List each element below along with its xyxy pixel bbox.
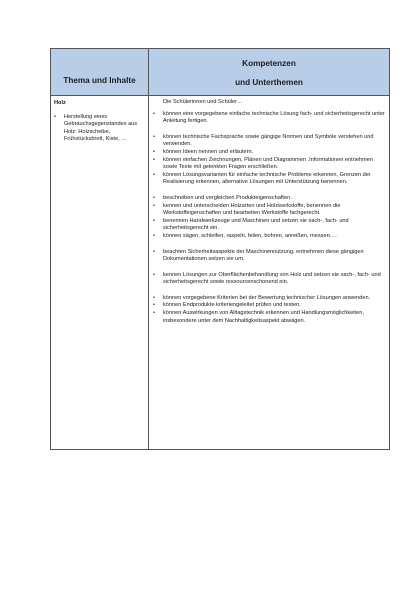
competence-item-text: können sägen, schleifen, raspeln, feilen, bohren, anreißen, messen…. (163, 232, 337, 239)
competence-table (50, 48, 390, 450)
competence-item-text: können Lösungsvarianten für einfache technische Probleme erkennen, Grenzen der Realisierung erkennen, alternative Lösungen mit Unterstützung benennen. (163, 171, 371, 186)
competence-column (149, 96, 389, 449)
competence-group (153, 295, 385, 325)
competence-item (153, 233, 385, 241)
competence-item (153, 172, 385, 187)
competence-item (153, 249, 385, 264)
bullet-icon: • (153, 217, 155, 224)
competence-group (153, 111, 385, 126)
bullet-icon: • (153, 202, 155, 209)
competence-item (153, 218, 385, 233)
competence-item (153, 302, 385, 310)
header-competence-title: Kompetenzen (242, 59, 296, 68)
competence-item-text: können Ideen nennen und erläutern. (163, 148, 254, 155)
bullet-icon: • (153, 133, 155, 140)
competence-intro: Die Schülerinnen und Schüler… (163, 99, 243, 105)
competence-item (153, 111, 385, 126)
competence-item (153, 157, 385, 172)
subject-heading: Holz (54, 100, 66, 106)
header-competence-cell (149, 49, 389, 96)
bullet-icon: • (153, 310, 155, 317)
bullet-icon: • (153, 171, 155, 178)
competence-item (153, 295, 385, 303)
competence-item-text: kennen Lösungen zur Oberflächenbehandlung von Holz und setzen sie sach-, fach- und sicherheitsgerecht sowie ressourcenschonend ein. (163, 271, 381, 286)
competence-group (153, 272, 385, 287)
bullet-icon: • (153, 148, 155, 155)
competence-item (153, 203, 385, 218)
competence-item (153, 149, 385, 157)
topic-column (51, 96, 149, 449)
competence-item-text: können vorgegebene Kriterien bei der Bewertung technischer Lösungen anwenden. (163, 294, 371, 301)
competence-item-text: können einfachen Zeichnungen, Plänen und Diagrammen .Informationen entnehmen sowie Texte mit gelenkten Fragen erschließen. (163, 156, 373, 171)
bullet-icon: • (153, 302, 155, 309)
competence-item-text: können Endprodukte kriteriengeleitet prüfen und testen. (163, 302, 301, 309)
competence-item-text: können technische Fachsprache sowie gängige Normen und Symbole verstehen und verwenden. (163, 133, 374, 148)
topic-item (54, 114, 145, 144)
bullet-icon: • (153, 248, 155, 255)
topic-item-text: Herstellung eines Gebrauchsgegenstandes aus Holz: Holzscheibe, Frühstücksbrett, Kiste, … (64, 113, 138, 143)
competence-item-text: können Auswirkungen von Alltagstechnik erkennen und Handlungsmöglichkeiten, insbesondere unter dem Nachhaltigkeitsaspekt abwägen. (163, 310, 364, 324)
competence-item-text: beachten Sicherheitsaspekte der Maschinennutzung, entnehmen diese gängigen Dokumentationen setzen sie um. (163, 248, 364, 263)
header-topic-cell (51, 49, 149, 96)
bullet-icon: • (153, 194, 155, 201)
bullet-icon: • (153, 271, 155, 278)
competence-item-text: können eine vorgegebene einfache technische Lösung fach- und sicherheitsgerecht unter Anleitung fertigen. (163, 110, 385, 125)
competence-groups (153, 111, 385, 326)
bullet-icon: • (153, 232, 155, 239)
header-competence-subtitle: und Unterthemen (235, 78, 303, 87)
bullet-icon: • (54, 113, 56, 120)
competence-item (153, 272, 385, 287)
competence-item (153, 134, 385, 149)
competence-group (153, 134, 385, 187)
header-topic-title: Thema und Inhalte (63, 76, 136, 85)
competence-group (153, 249, 385, 264)
bullet-icon: • (153, 156, 155, 163)
competence-item (153, 195, 385, 203)
competence-item-text: beschreiben und vergleichen Produkteigenschaften. (163, 194, 292, 201)
bullet-icon: • (153, 110, 155, 117)
bullet-icon: • (153, 294, 155, 301)
competence-item (153, 310, 385, 325)
competence-group (153, 195, 385, 241)
competence-item-text: benennen Handwerkzeuge und Maschinen und setzen sie sach-, fach- und sicherheitsgerecht ein. (163, 217, 349, 232)
competence-item-text: kennen und unterscheiden Holzarten und Holzwerkstoffe, benennen die Werkstoffeigenschaften und bearbeiten Werkstoffe fachgerecht. (163, 202, 341, 217)
